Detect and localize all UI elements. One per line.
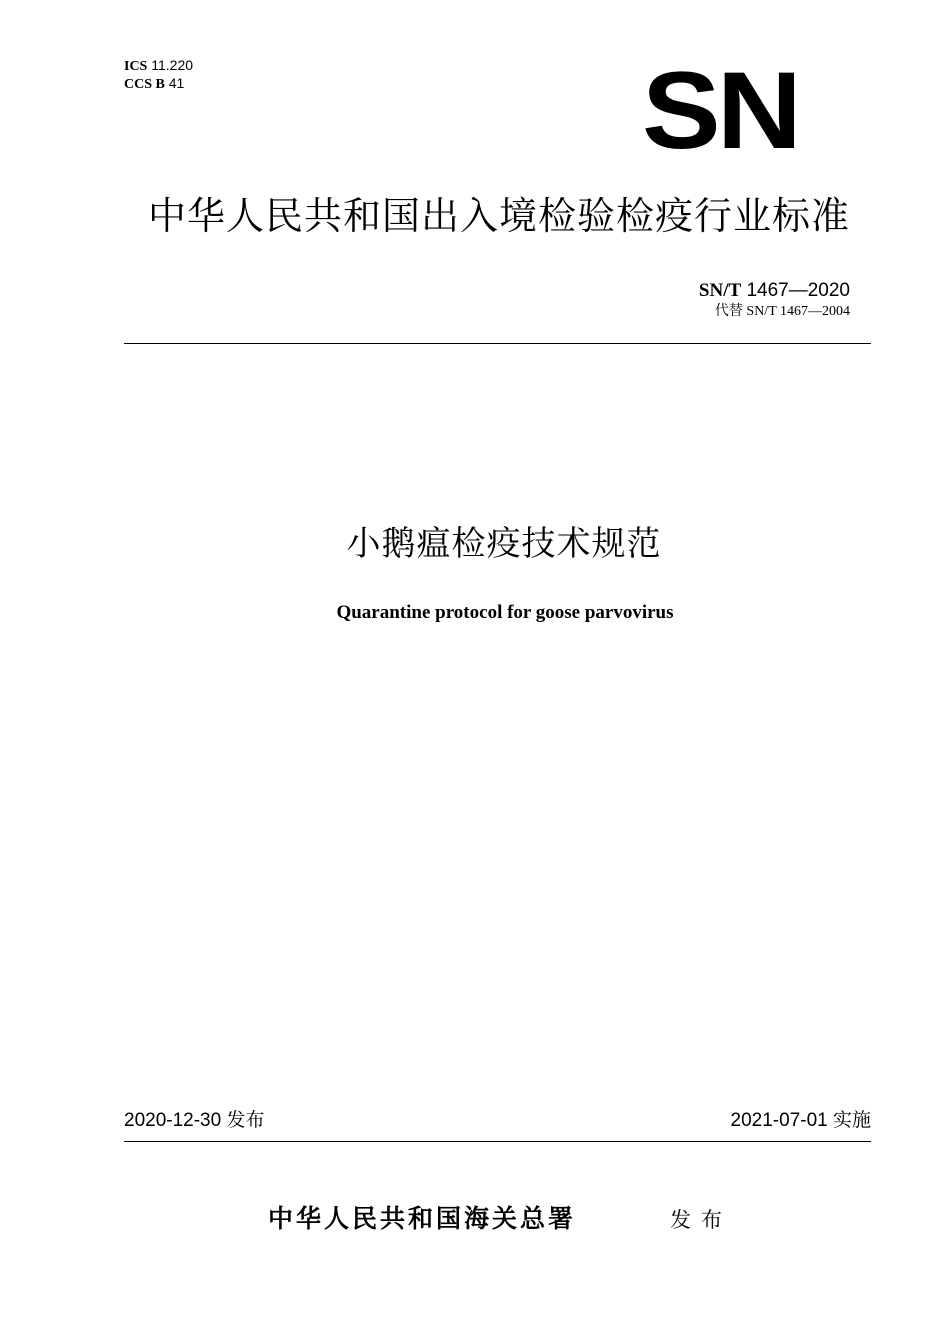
organization-title: 中华人民共和国出入境检验检疫行业标准 (147, 196, 850, 238)
document-title-english: Quarantine protocol for goose parvovirus (336, 602, 674, 623)
ccs-line (124, 75, 193, 93)
ics-label: ICS (124, 59, 148, 74)
ics-code: 11.220 (151, 57, 194, 73)
document-title-chinese: 小鹅瘟检疫技术规范 (346, 525, 662, 563)
ccs-label: CCS B (124, 77, 165, 92)
standard-prefix: SN/T (698, 280, 742, 301)
implementation-date: 2021-07-01 实施 (730, 1110, 871, 1131)
standard-number (699, 279, 850, 303)
publish-action: 发布 (670, 1209, 732, 1232)
top-divider (124, 343, 871, 344)
replaces-standard: 代替 SN/T 1467—2004 (714, 304, 850, 319)
standard-code: 1467—2020 (746, 280, 850, 301)
ics-line (124, 57, 193, 75)
ccs-code: 41 (168, 75, 185, 91)
bottom-divider (124, 1141, 871, 1142)
issue-date: 2020-12-30 发布 (124, 1110, 265, 1131)
publisher-name: 中华人民共和国海关总署 (268, 1204, 577, 1233)
sn-logo: SN (642, 49, 798, 173)
classification-codes (124, 57, 193, 93)
